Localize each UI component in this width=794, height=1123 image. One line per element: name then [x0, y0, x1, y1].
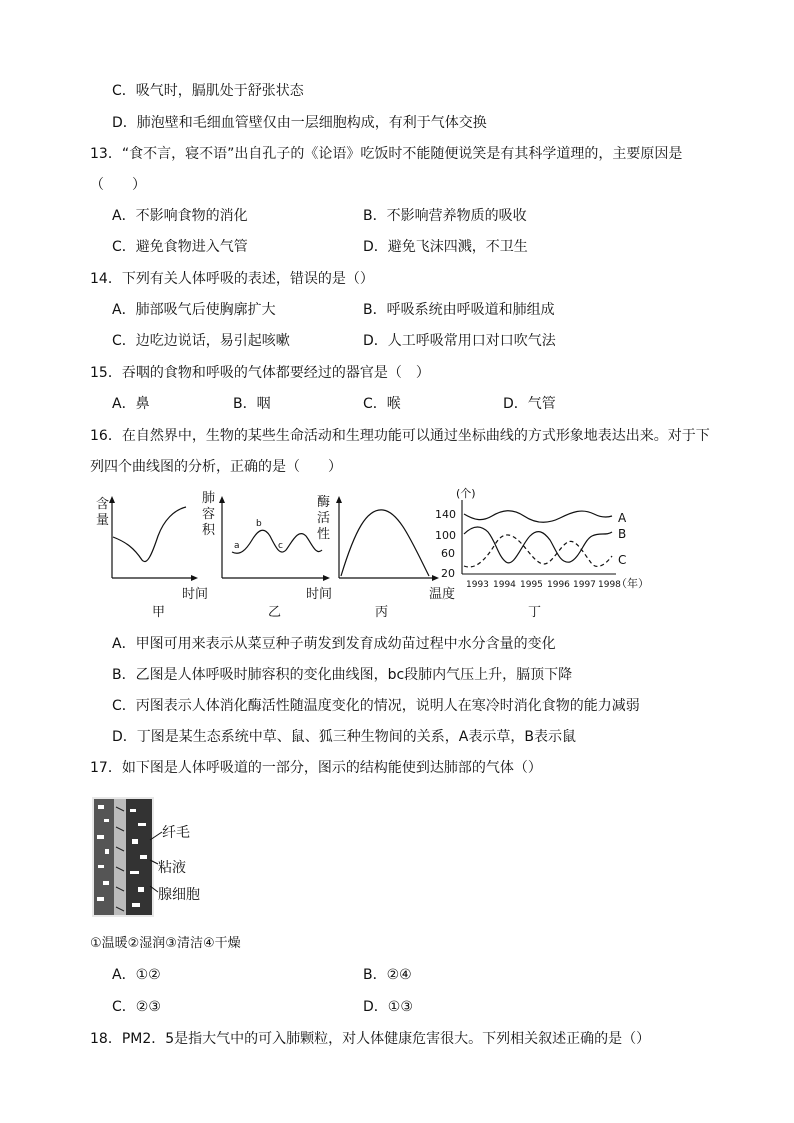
- jia-curve: [113, 507, 186, 562]
- bing-curve: [341, 510, 429, 576]
- q17-option-a: A．①②: [112, 967, 161, 983]
- jia-ylabel-1: 含: [96, 497, 110, 512]
- q13-option-b: B．不影响营养物质的吸收: [363, 208, 527, 224]
- label-line-mucus: [150, 860, 158, 864]
- ding-ytick-60: 60: [441, 547, 455, 560]
- q17-items: ①温暖②湿润③清洁④干燥: [90, 936, 241, 951]
- bing-ylabel-2: 活: [317, 511, 331, 526]
- q14-option-c: C．边吃边说话，易引起咳嗽: [112, 333, 290, 349]
- label-gland-cell: 腺细胞: [158, 887, 200, 903]
- question-16-cont: 列四个曲线图的分析，正确的是（ ）: [90, 459, 342, 475]
- bing-ylabel-3: 性: [317, 527, 331, 542]
- q17-option-c: C．②③: [112, 999, 161, 1015]
- question-18: 18．PM2．5是指大气中的可入肺颗粒，对人体健康危害很大。下列相关叙述正确的是（）: [90, 1031, 651, 1047]
- question-16: 16．在自然界中，生物的某些生命活动和生理功能可以通过坐标曲线的方式形象地表达出来。对于下: [90, 428, 710, 444]
- ding-xunit: （年）: [616, 577, 649, 590]
- question-14: 14．下列有关人体呼吸的表述，错误的是（）: [90, 271, 374, 287]
- q16-option-c: C．丙图表示人体消化酶活性随温度变化的情况，说明人在寒冷时消化食物的能力减弱: [112, 698, 640, 714]
- q13-option-c: C．避免食物进入气管: [112, 239, 248, 255]
- airway-micrograph: [92, 797, 154, 917]
- question-15: 15．吞咽的食物和呼吸的气体都要经过的器官是（ ）: [90, 365, 430, 381]
- q14-option-a: A．肺部吸气后使胸廓扩大: [112, 302, 276, 318]
- ding-xtick-1995: 1995: [520, 580, 543, 590]
- question-17: 17．如下图是人体呼吸道的一部分，图示的结构能使到达肺部的气体（）: [90, 760, 542, 776]
- ding-series-b: [464, 527, 612, 563]
- ding-xtick-1993: 1993: [466, 580, 489, 590]
- yi-point-a: a: [234, 541, 240, 551]
- q15-option-b: B．咽: [233, 396, 271, 412]
- ding-yunit: (个): [456, 487, 476, 500]
- q17-option-d: D．①③: [363, 999, 413, 1015]
- yi-xlabel: 时间: [306, 587, 333, 602]
- yi-caption: 乙: [268, 605, 282, 620]
- q13-option-d: D．避免飞沫四溅，不卫生: [363, 239, 528, 255]
- label-mucus: 粘液: [158, 860, 186, 876]
- yi-y-arrow: [219, 496, 225, 503]
- ding-label-a: A: [618, 511, 627, 525]
- question-13: 13．“食不言，寝不语”出自孔子的《论语》吃饭时不能随便说笑是有其科学道理的，主要原因是: [90, 146, 683, 162]
- figure-ding: [432, 484, 657, 620]
- yi-ylabel-1: 肺: [202, 491, 216, 506]
- label-line-gland: [150, 886, 158, 892]
- yi-curve: [232, 530, 322, 553]
- q13-option-a: A．不影响食物的消化: [112, 208, 248, 224]
- micrograph-labels: [150, 820, 250, 910]
- ding-caption: 丁: [528, 605, 542, 620]
- q15-option-d: D．气管: [503, 396, 556, 412]
- q14-option-d: D．人工呼吸常用口对口吹气法: [363, 333, 556, 349]
- ding-series-c: [464, 535, 612, 567]
- q15-option-c: C．喉: [363, 396, 401, 412]
- bing-ylabel-1: 酶: [317, 495, 331, 510]
- label-line-cilia: [150, 832, 162, 840]
- option-c-prev: C．吸气时，膈肌处于舒张状态: [112, 83, 304, 99]
- bing-caption: 丙: [375, 605, 389, 620]
- q15-option-a: A．鼻: [112, 396, 150, 412]
- micrograph-image: [92, 797, 154, 917]
- figure-jia: [90, 490, 209, 620]
- jia-xlabel: 时间: [182, 587, 209, 602]
- bing-y-arrow: [336, 496, 342, 503]
- yi-point-c: c: [278, 541, 283, 551]
- question-13-blank: （ ）: [90, 177, 146, 193]
- ding-xtick-1994: 1994: [493, 580, 516, 590]
- q14-option-b: B．呼吸系统由呼吸道和肺组成: [363, 302, 555, 318]
- jia-x-arrow: [191, 575, 198, 581]
- q17-option-b: B．②④: [363, 967, 412, 983]
- ding-label-c: C: [618, 553, 627, 567]
- yi-ylabel-2: 容: [202, 507, 216, 522]
- ding-xtick-1997: 1997: [573, 580, 596, 590]
- ding-ytick-100: 100: [435, 529, 456, 542]
- bing-xlabel: 温度: [429, 587, 456, 602]
- q16-option-b: B．乙图是人体呼吸时肺容积的变化曲线图，bc段肺内气压上升，膈顶下降: [112, 667, 573, 683]
- q16-option-a: A．甲图可用来表示从菜豆种子萌发到发育成幼苗过程中水分含量的变化: [112, 636, 556, 652]
- yi-ylabel-3: 积: [202, 523, 216, 538]
- ding-xtick-1998: 1998: [598, 580, 621, 590]
- jia-caption: 甲: [152, 605, 166, 620]
- ding-series-a: [464, 511, 612, 523]
- ding-label-b: B: [618, 527, 627, 541]
- label-cilia: 纤毛: [162, 825, 190, 841]
- jia-ylabel-2: 量: [96, 513, 110, 528]
- yi-point-b: b: [256, 519, 262, 529]
- ding-xtick-1996: 1996: [547, 580, 570, 590]
- ding-ytick-20: 20: [441, 567, 455, 580]
- option-d-prev: D．肺泡壁和毛细血管壁仅由一层细胞构成，有利于气体交换: [112, 115, 487, 131]
- q16-option-d: D．丁图是某生态系统中草、鼠、狐三种生物间的关系，A表示草，B表示鼠: [112, 729, 576, 745]
- jia-y-arrow: [109, 496, 115, 503]
- ding-ytick-140: 140: [435, 508, 456, 521]
